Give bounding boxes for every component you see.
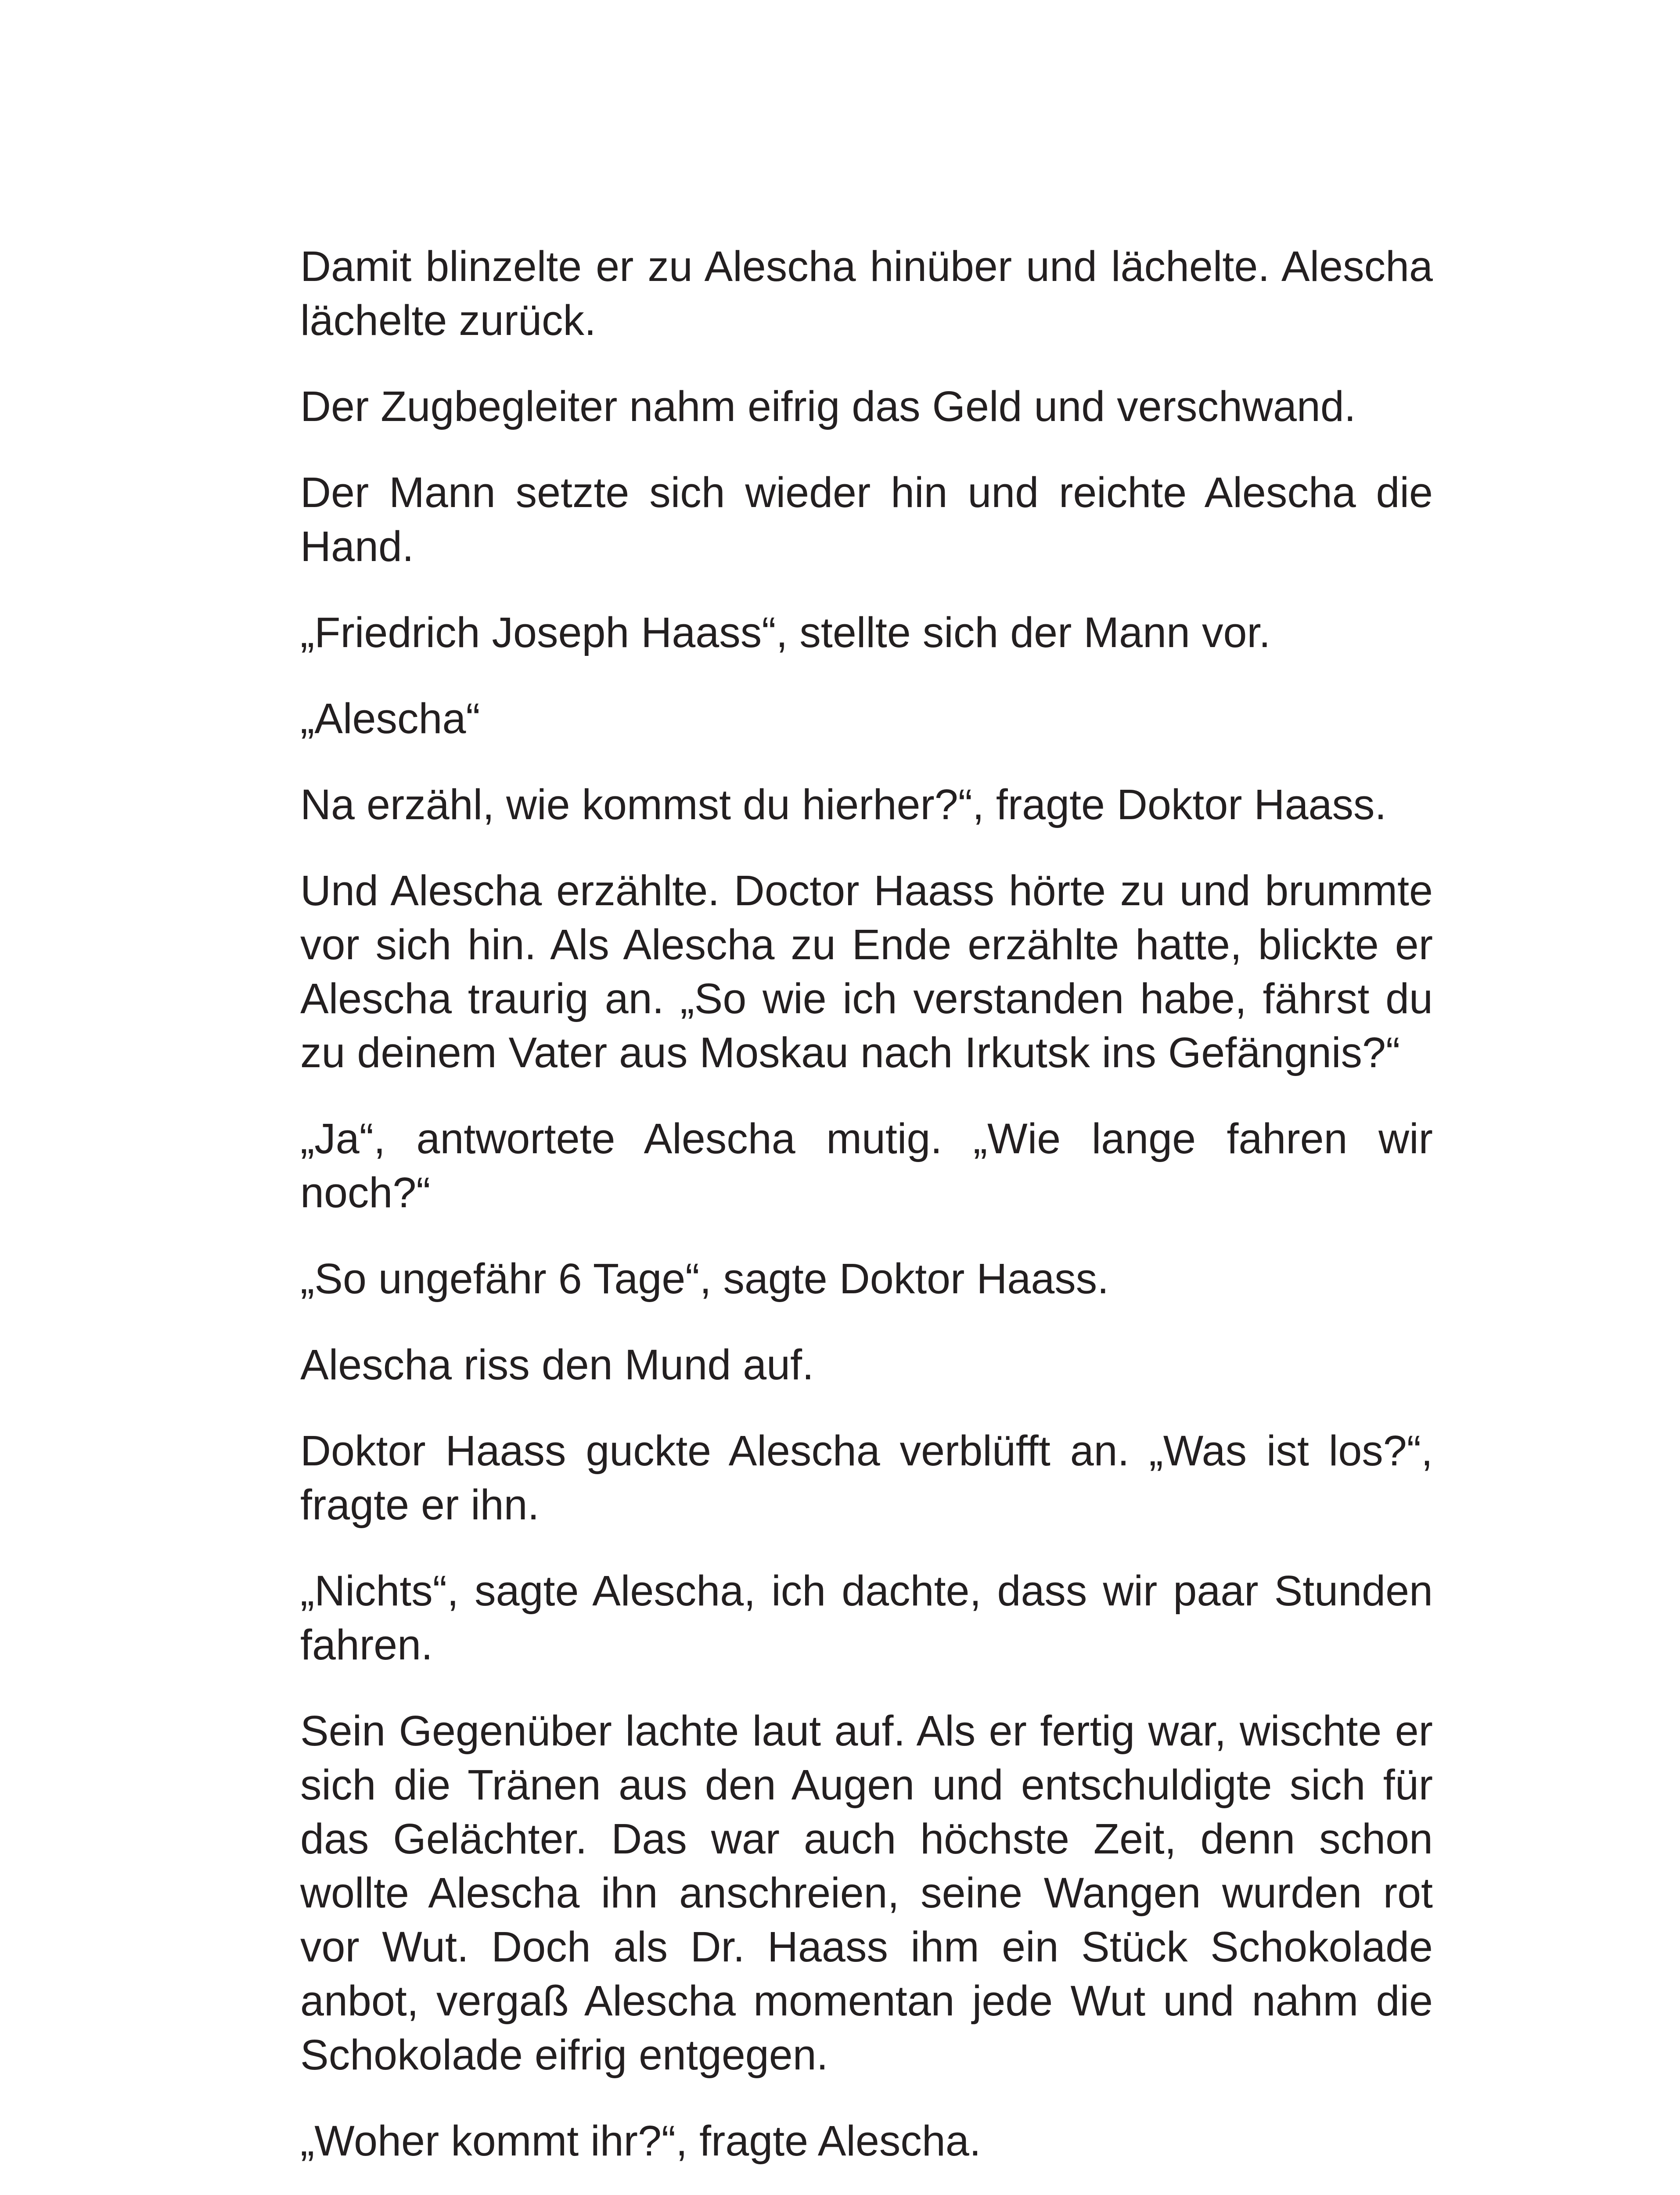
paragraph-12: „Nichts“, sagte Alescha, ich dachte, dass wir paar Stunden fahren. [300, 1567, 1433, 1669]
paragraph-3: Der Mann setzte sich wieder hin und reichte Alescha die Hand. [300, 468, 1433, 570]
paragraph-10: Alescha riss den Mund auf. [300, 1341, 814, 1389]
paragraph-9: „So ungefähr 6 Tage“, sagte Doktor Haass. [300, 1255, 1109, 1303]
paragraph-1: Damit blinzelte er zu Alescha hinüber und lächelte. Alescha lächelte zurück. [300, 242, 1433, 344]
paragraph-11: Doktor Haass guckte Alescha verblüfft an. „Was ist los?“, fragte er ihn. [300, 1427, 1433, 1529]
paragraph-4: „Friedrich Joseph Haass“, stellte sich der Mann vor. [300, 608, 1271, 656]
paragraph-7: Und Alescha erzählte. Doctor Haass hörte zu und brummte vor sich hin. Als Alescha zu Ende erzählte hatte, blickte er Alescha traurig an. „So wie ich verstanden habe, fährst du zu deinem Vater aus Moskau nach Irkutsk ins Gefängnis?“ [300, 867, 1433, 1076]
paragraph-13: Sein Gegenüber lachte laut auf. Als er fertig war, wischte er sich die Tränen aus den Augen und entschuldigte sich für das Gelächter. Das war auch höchste Zeit, denn schon wollte Alescha ihn anschreien, seine Wangen wurden rot vor Wut. Doch als Dr. Haass ihm ein Stück Schokolade anbot, vergaß Alescha momentan jede Wut und nahm die Schokolade eifrig entgegen. [300, 1707, 1433, 2079]
paragraph-8: „Ja“, antwortete Alescha mutig. „Wie lange fahren wir noch?“ [300, 1115, 1433, 1216]
body-text [300, 239, 1433, 2195]
paragraph-5: „Alescha“ [300, 694, 480, 742]
paragraph-2: Der Zugbegleiter nahm eifrig das Geld und verschwand. [300, 382, 1356, 430]
paragraph-6: Na erzähl, wie kommst du hierher?“, fragte Doktor Haass. [300, 781, 1387, 828]
paragraph-14: „Woher kommt ihr?“, fragte Alescha. [300, 2117, 981, 2165]
